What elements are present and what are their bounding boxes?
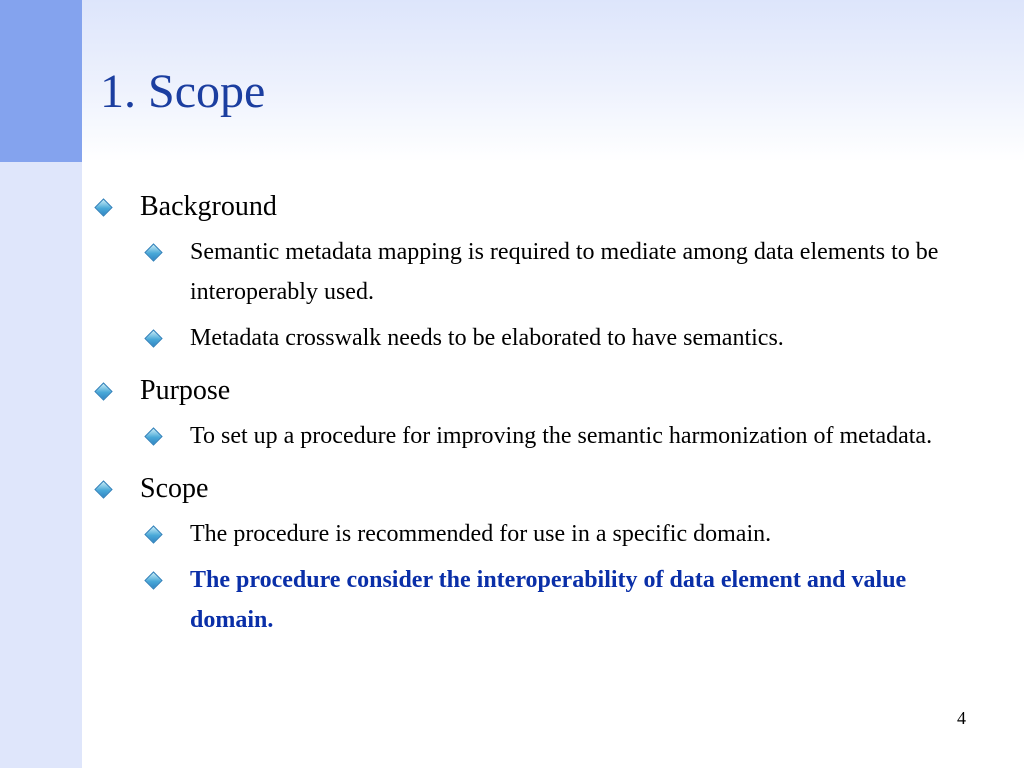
diamond-bullet-icon xyxy=(144,571,162,589)
diamond-bullet-icon xyxy=(144,243,162,261)
left-accent-bar xyxy=(0,162,82,768)
sub-bullet xyxy=(90,232,970,312)
bullet-text: Background xyxy=(140,191,277,222)
bullet-scope xyxy=(90,470,970,508)
sub-bullet-text: Metadata crosswalk needs to be elaborated to have semantics. xyxy=(190,325,784,351)
sub-bullet xyxy=(90,416,970,456)
sub-bullet-text: The procedure consider the interoperability of data element and value domain. xyxy=(190,567,907,633)
sub-bullet xyxy=(90,318,970,358)
bullet-purpose xyxy=(90,372,970,410)
bullet-text: Scope xyxy=(140,473,209,504)
diamond-bullet-icon xyxy=(94,480,112,498)
diamond-bullet-icon xyxy=(94,382,112,400)
sub-bullet-emphasized xyxy=(90,560,970,640)
sub-bullet xyxy=(90,514,970,554)
slide-title: 1. Scope xyxy=(100,65,266,118)
sub-bullet-text: To set up a procedure for improving the semantic harmonization of metadata. xyxy=(190,423,933,449)
page-number: 4 xyxy=(957,708,966,728)
diamond-bullet-icon xyxy=(144,525,162,543)
bullet-text: Purpose xyxy=(140,375,231,406)
bullet-background xyxy=(90,188,970,226)
bullet-list xyxy=(90,188,970,640)
sub-bullet-text: The procedure is recommended for use in a specific domain. xyxy=(190,521,772,547)
diamond-bullet-icon xyxy=(144,427,162,445)
diamond-bullet-icon xyxy=(94,198,112,216)
left-accent-bar-top xyxy=(0,0,82,162)
sub-bullet-text: Semantic metadata mapping is required to mediate among data elements to be interoperably used. xyxy=(190,239,939,305)
diamond-bullet-icon xyxy=(144,329,162,347)
